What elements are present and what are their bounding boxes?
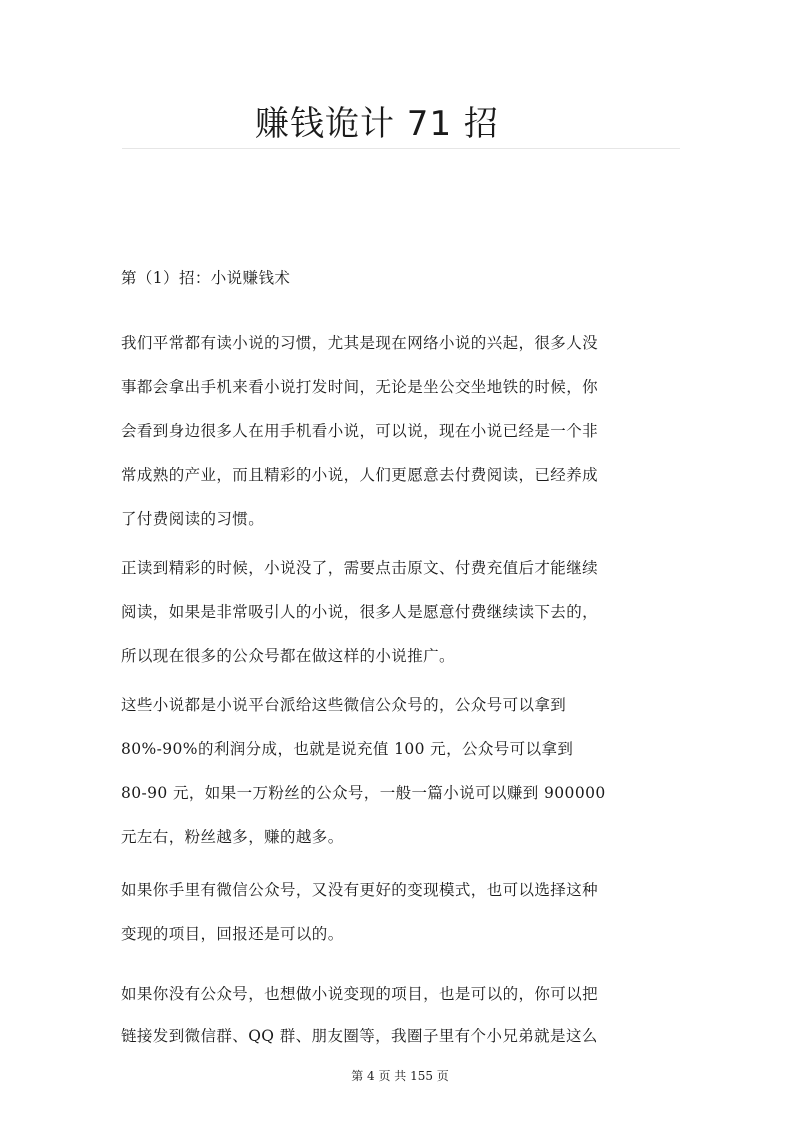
paragraph-5-line-1: 如果你没有公众号，也想做小说变现的项目，也是可以的，你可以把	[121, 985, 599, 1003]
document-title: 赚钱诡计 71 招	[255, 104, 499, 144]
page-number-footer: 第 4 页 共 155 页	[351, 1069, 449, 1083]
paragraph-3-line-4: 元左右，粉丝越多，赚的越多。	[121, 828, 344, 846]
title-divider	[122, 148, 680, 149]
paragraph-3-line-3: 80-90 元，如果一万粉丝的公众号，一般一篇小说可以赚到 900000	[121, 784, 606, 802]
paragraph-2-line-1: 正读到精彩的时候，小说没了，需要点击原文、付费充值后才能继续	[121, 559, 599, 577]
paragraph-5-line-2: 链接发到微信群、QQ 群、朋友圈等，我圈子里有个小兄弟就是这么	[121, 1027, 598, 1045]
paragraph-2-line-3: 所以现在很多的公众号都在做这样的小说推广。	[121, 647, 455, 665]
paragraph-1-line-2: 事都会拿出手机来看小说打发时间，无论是坐公交坐地铁的时候，你	[121, 378, 599, 396]
paragraph-1-line-3: 会看到身边很多人在用手机看小说，可以说，现在小说已经是一个非	[121, 422, 599, 440]
paragraph-3-line-2: 80%-90%的利润分成，也就是说充值 100 元，公众号可以拿到	[121, 740, 574, 758]
paragraph-1-line-5: 了付费阅读的习惯。	[121, 510, 265, 528]
paragraph-4-line-1: 如果你手里有微信公众号，又没有更好的变现模式，也可以选择这种	[121, 881, 599, 899]
section-heading: 第（1）招：小说赚钱术	[121, 269, 291, 287]
paragraph-4-line-2: 变现的项目，回报还是可以的。	[121, 925, 344, 943]
paragraph-2-line-2: 阅读，如果是非常吸引人的小说，很多人是愿意付费继续读下去的，	[121, 603, 599, 621]
paragraph-1-line-4: 常成熟的产业，而且精彩的小说，人们更愿意去付费阅读，已经养成	[121, 466, 599, 484]
paragraph-3-line-1: 这些小说都是小说平台派给这些微信公众号的，公众号可以拿到	[121, 696, 567, 714]
paragraph-1-line-1: 我们平常都有读小说的习惯，尤其是现在网络小说的兴起，很多人没	[121, 334, 599, 352]
